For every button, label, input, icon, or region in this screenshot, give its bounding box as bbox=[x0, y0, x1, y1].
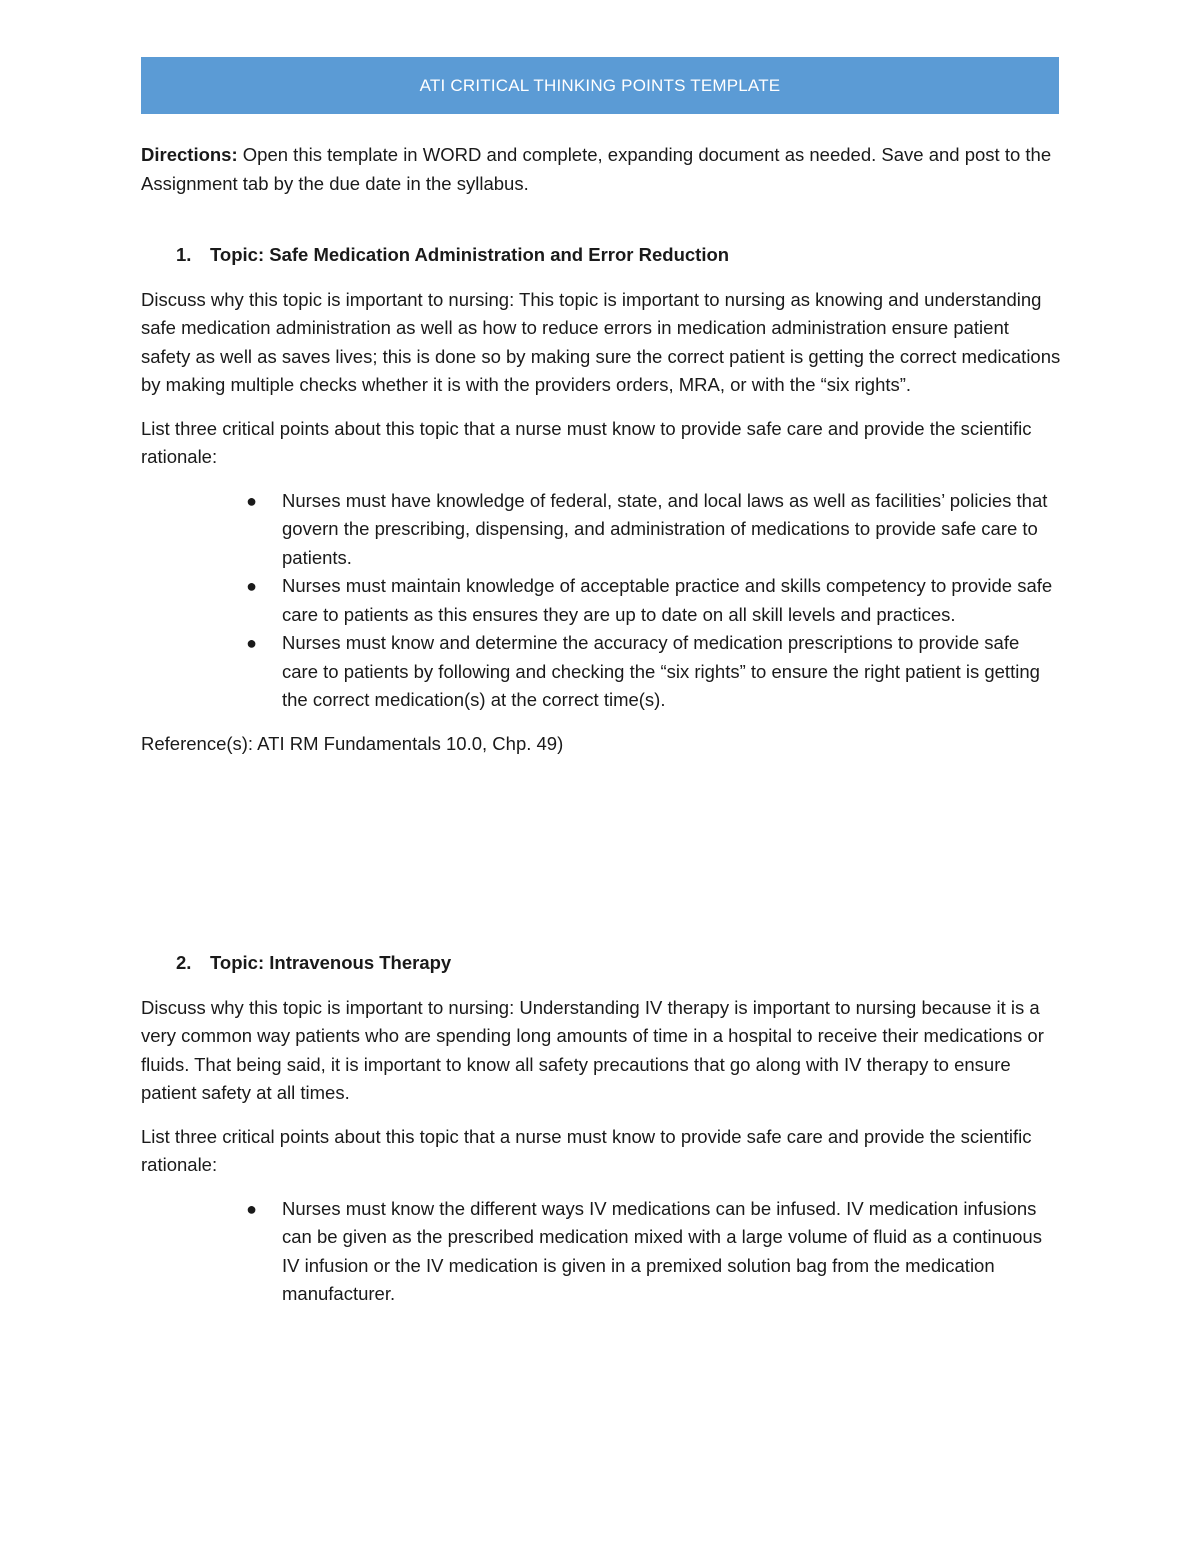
bullet-icon: ● bbox=[246, 490, 257, 511]
topic-title: Topic: Safe Medication Administration and Error Reduction bbox=[210, 244, 730, 265]
critical-points-intro: List three critical points about this topic that a nurse must know to provide safe care and provide the scientific rationale: bbox=[141, 417, 1032, 467]
list-item bbox=[141, 487, 1061, 573]
bullet-icon: ● bbox=[246, 633, 257, 653]
blank-space bbox=[141, 758, 1061, 949]
topic-title: Topic: Intravenous Therapy bbox=[210, 952, 452, 973]
list-item bbox=[141, 629, 1061, 715]
list-item-text: Nurses must have knowledge of federal, state, and local laws as well as facilities’ policies that govern the prescribing, dispensing, and administration of medications to provide safe care to patients. bbox=[282, 489, 1048, 568]
topic-heading bbox=[141, 241, 1061, 270]
list-item bbox=[141, 1195, 1061, 1309]
template-header-band bbox=[141, 57, 1059, 114]
directions-paragraph bbox=[141, 141, 1061, 198]
topic-discussion: Discuss why this topic is important to nursing: Understanding IV therapy is important to nursing because it is a very common way patients who are spending long amounts of time in a hospital to receive their medications or fluids. That being said, it is important to know all safety precautions that go along with IV therapy to ensure patient safety at all times. bbox=[141, 996, 1044, 1103]
document-body bbox=[141, 141, 1061, 1324]
bullet-icon: ● bbox=[246, 1198, 257, 1219]
topic-number: 2. bbox=[176, 952, 192, 973]
topic-discussion: Discuss why this topic is important to nursing: This topic is important to nursing as knowing and understanding safe medication administration as well as how to reduce errors in medication administration ensure patient safety as well as saves lives; this is done so by making sure the correct patient is getting the correct medications by making multiple checks whether it is with the providers orders, MRA, or with the “six rights”. bbox=[141, 288, 1061, 395]
directions-label: Directions: bbox=[141, 144, 238, 165]
bullet-icon: ● bbox=[246, 576, 257, 596]
reference-line: Reference(s): ATI RM Fundamentals 10.0, Chp. 49) bbox=[141, 732, 564, 754]
critical-points-list bbox=[141, 487, 1061, 715]
critical-points-intro: List three critical points about this topic that a nurse must know to provide safe care and provide the scientific rationale: bbox=[141, 1125, 1032, 1175]
topic-number: 1. bbox=[176, 244, 192, 265]
list-item-text: Nurses must know and determine the accuracy of medication prescriptions to provide safe care to patients by following and checking the “six rights” to ensure the right patient is getting the correct medication(s) at the correct time(s). bbox=[282, 632, 1040, 710]
list-item bbox=[141, 572, 1061, 629]
critical-points-list bbox=[141, 1195, 1061, 1309]
directions-text: Open this template in WORD and complete, expanding document as needed. Save and post to the Assignment tab by the due date in the syllabus. bbox=[141, 144, 1052, 194]
topic-heading bbox=[141, 949, 1061, 978]
template-title: ATI CRITICAL THINKING POINTS TEMPLATE bbox=[419, 75, 781, 95]
list-item-text: Nurses must maintain knowledge of acceptable practice and skills competency to provide safe care to patients as this ensures they are up to date on all skill levels and practices. bbox=[282, 575, 1053, 625]
list-item-text: Nurses must know the different ways IV medications can be infused. IV medication infusions can be given as the prescribed medication mixed with a large volume of fluid as a continuous IV infusion or the IV medication is given in a premixed solution bag from the medication manufacturer. bbox=[282, 1197, 1042, 1304]
